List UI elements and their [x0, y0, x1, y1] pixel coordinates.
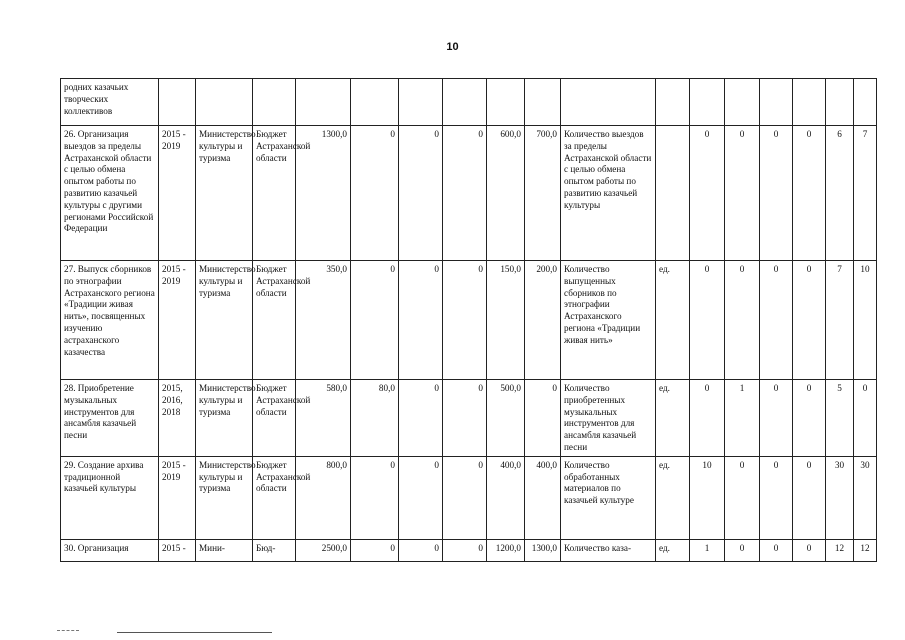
funding-2017-cell: 0 [443, 539, 487, 561]
activity-name-cell: 26. Организация выездов за пределы Астраханской области с целью обмена опытом работы по развитию казачьей культуры с другими регионами Российской Федерации [61, 126, 159, 261]
unit-cell [656, 79, 690, 126]
executor-cell: Министерство культуры и туризма [196, 126, 253, 261]
funding-2017-cell: 0 [443, 261, 487, 380]
funding-2018-cell: 1200,0 [487, 539, 525, 561]
indicator-value-3-cell: 0 [760, 126, 793, 261]
period-cell: 2015 - 2019 [159, 126, 196, 261]
indicator-cell [561, 79, 656, 126]
indicator-value-4-cell [793, 79, 826, 126]
table-row [61, 126, 877, 261]
indicator-value-5-cell: 6 [826, 126, 854, 261]
funding-source-cell: Бюджет Астраханской области [253, 261, 296, 380]
funding-2019-cell: 700,0 [525, 126, 561, 261]
funding-2019-cell: 0 [525, 380, 561, 457]
funding-2016-cell: 0 [399, 456, 443, 539]
indicator-value-4-cell: 0 [793, 261, 826, 380]
indicator-value-2-cell: 0 [725, 126, 760, 261]
indicator-value-4-cell: 0 [793, 456, 826, 539]
funding-2018-cell: 500,0 [487, 380, 525, 457]
period-cell: 2015 - 2019 [159, 261, 196, 380]
executor-cell: Министерство культуры и туризма [196, 261, 253, 380]
indicator-value-1-cell: 0 [690, 261, 725, 380]
funding-2017-cell: 0 [443, 456, 487, 539]
funding-2019-cell [525, 79, 561, 126]
funding-source-cell: Бюджет Астраханской области [253, 126, 296, 261]
indicator-value-6-cell: 10 [854, 261, 877, 380]
indicator-value-6-cell: 0 [854, 380, 877, 457]
indicator-value-4-cell: 0 [793, 126, 826, 261]
funding-2016-cell [399, 79, 443, 126]
activity-name-cell: 29. Создание архива традиционной казачьей культуры [61, 456, 159, 539]
funding-2018-cell: 400,0 [487, 456, 525, 539]
funding-2016-cell: 0 [399, 261, 443, 380]
funding-2017-cell [443, 79, 487, 126]
funding-2019-cell: 1300,0 [525, 539, 561, 561]
activity-name-cell: 30. Организация [61, 539, 159, 561]
indicator-value-3-cell: 0 [760, 261, 793, 380]
total-funding-cell [296, 79, 351, 126]
page-number: 10 [446, 41, 459, 53]
funding-2019-cell: 400,0 [525, 456, 561, 539]
period-cell: 2015 - 2019 [159, 456, 196, 539]
total-funding-cell: 2500,0 [296, 539, 351, 561]
table-row [61, 456, 877, 539]
indicator-value-5-cell: 30 [826, 456, 854, 539]
funding-2018-cell [487, 79, 525, 126]
funding-2018-cell: 600,0 [487, 126, 525, 261]
indicator-value-4-cell: 0 [793, 539, 826, 561]
funding-2016-cell: 0 [399, 539, 443, 561]
funding-source-cell: Бюджет Астраханской области [253, 456, 296, 539]
indicator-value-5-cell [826, 79, 854, 126]
indicator-value-2-cell: 1 [725, 380, 760, 457]
indicator-cell: Количество выездов за пределы Астраханской области с целью обмена опытом работы по развитию казачьей культуры [561, 126, 656, 261]
unit-cell: ед. [656, 380, 690, 457]
indicator-value-4-cell: 0 [793, 380, 826, 457]
funding-2018-cell: 150,0 [487, 261, 525, 380]
indicator-value-6-cell [854, 79, 877, 126]
funding-2015-cell: 0 [351, 261, 399, 380]
funding-2016-cell: 0 [399, 380, 443, 457]
footer-mark [57, 630, 79, 631]
indicator-value-3-cell: 0 [760, 456, 793, 539]
indicator-value-1-cell: 0 [690, 380, 725, 457]
period-cell: 2015, 2016, 2018 [159, 380, 196, 457]
activity-name-cell: 27. Выпуск сборников по этнографии Астраханского региона «Традиции живая нить», посвященных изучению астраханского казачества [61, 261, 159, 380]
indicator-value-1-cell: 0 [690, 126, 725, 261]
indicator-cell: Количество приобретенных музыкальных инструментов для ансамбля казачьей песни [561, 380, 656, 457]
funding-2017-cell: 0 [443, 126, 487, 261]
funding-2015-cell: 80,0 [351, 380, 399, 457]
program-activities-table [60, 78, 877, 562]
funding-2016-cell: 0 [399, 126, 443, 261]
indicator-cell: Количество каза- [561, 539, 656, 561]
indicator-value-1-cell: 1 [690, 539, 725, 561]
unit-cell: ед. [656, 456, 690, 539]
footnote-rule [117, 632, 272, 633]
indicator-value-2-cell: 0 [725, 261, 760, 380]
funding-source-cell: Бюд- [253, 539, 296, 561]
indicator-value-1-cell: 10 [690, 456, 725, 539]
indicator-value-2-cell: 0 [725, 456, 760, 539]
unit-cell: ед. [656, 539, 690, 561]
indicator-value-5-cell: 12 [826, 539, 854, 561]
executor-cell: Министерство культуры и туризма [196, 456, 253, 539]
total-funding-cell: 580,0 [296, 380, 351, 457]
table-row [61, 539, 877, 561]
indicator-cell: Количество выпущенных сборников по этнографии Астраханского региона «Традиции живая нить» [561, 261, 656, 380]
period-cell [159, 79, 196, 126]
activity-name-cell: родних казачьих творческих коллективов [61, 79, 159, 126]
funding-2015-cell: 0 [351, 539, 399, 561]
funding-2015-cell: 0 [351, 126, 399, 261]
indicator-value-6-cell: 7 [854, 126, 877, 261]
indicator-cell: Количество обработанных материалов по казачьей культуре [561, 456, 656, 539]
funding-2015-cell [351, 79, 399, 126]
table-row [61, 79, 877, 126]
indicator-value-3-cell: 0 [760, 539, 793, 561]
indicator-value-5-cell: 7 [826, 261, 854, 380]
executor-cell [196, 79, 253, 126]
table-row [61, 380, 877, 457]
indicator-value-2-cell: 0 [725, 539, 760, 561]
indicator-value-1-cell [690, 79, 725, 126]
indicator-value-6-cell: 30 [854, 456, 877, 539]
funding-source-cell [253, 79, 296, 126]
funding-2015-cell: 0 [351, 456, 399, 539]
unit-cell [656, 126, 690, 261]
executor-cell: Министерство культуры и туризма [196, 380, 253, 457]
funding-source-cell: Бюджет Астраханской области [253, 380, 296, 457]
indicator-value-2-cell [725, 79, 760, 126]
indicator-value-3-cell: 0 [760, 380, 793, 457]
total-funding-cell: 1300,0 [296, 126, 351, 261]
total-funding-cell: 350,0 [296, 261, 351, 380]
period-cell: 2015 - [159, 539, 196, 561]
funding-2017-cell: 0 [443, 380, 487, 457]
executor-cell: Мини- [196, 539, 253, 561]
unit-cell: ед. [656, 261, 690, 380]
indicator-value-5-cell: 5 [826, 380, 854, 457]
indicator-value-6-cell: 12 [854, 539, 877, 561]
total-funding-cell: 800,0 [296, 456, 351, 539]
activity-name-cell: 28. Приобретение музыкальных инструментов для ансамбля казачьей песни [61, 380, 159, 457]
indicator-value-3-cell [760, 79, 793, 126]
table-row [61, 261, 877, 380]
funding-2019-cell: 200,0 [525, 261, 561, 380]
